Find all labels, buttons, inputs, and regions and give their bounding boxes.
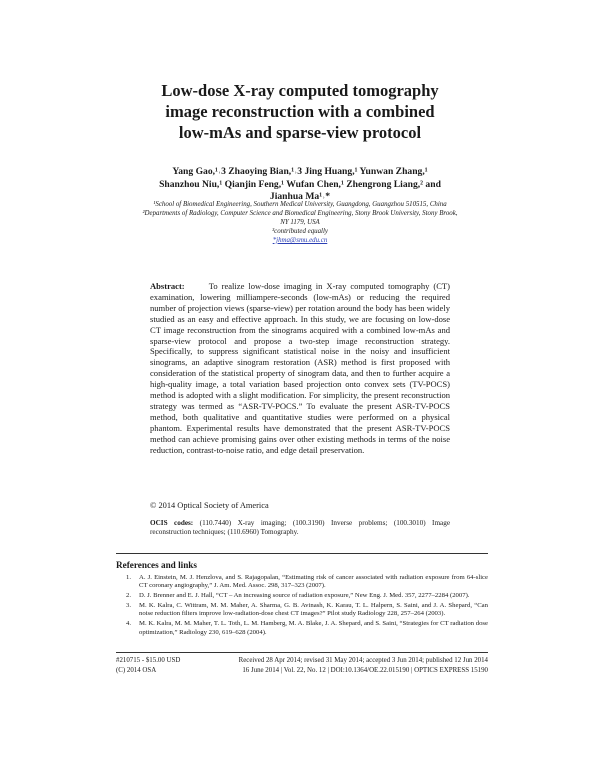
affiliation: ³contributed equally — [272, 227, 328, 235]
affiliation: ¹School of Biomedical Engineering, Southern Medical University, Guangdong, Guangzhou 510515, China — [153, 201, 447, 208]
reference-item — [116, 620, 488, 637]
reference-text: D. J. Brenner and E. J. Hall, “CT – An increasing source of radiation exposure,” New Eng. J. Med. 357, 2277–2284 (2007). — [139, 592, 470, 600]
reference-number: 4. — [126, 620, 132, 628]
affiliation: ²Departments of Radiology, Computer Science and Biomedical Engineering, Stony Brook University, Stony Brook, NY 1179, USA — [142, 210, 458, 226]
reference-text: M. K. Kalra, C. Wittram, M. M. Maher, A. Sharma, G. B. Avinash, K. Karau, T. L. Halpern, S. Saini, and J. A. Shepard, “Can noise reduction filters improve low-radiation-dose chest CT images?” Pilot study Radiology 228, 257–264 (2003). — [139, 602, 488, 618]
author-line: Jianhua Ma¹˒* — [269, 191, 331, 202]
ocis-label: OCIS codes: — [150, 519, 194, 527]
reference-number: 3. — [126, 602, 132, 609]
author-list — [130, 166, 470, 204]
reference-item — [116, 574, 488, 591]
email-link[interactable]: *jhma@smu.edu.cn — [272, 236, 328, 244]
title-line: Low-dose X-ray computed tomography — [161, 81, 439, 100]
abstract-text: To realize low-dose imaging in X-ray computed tomography (CT) examination, lowering milliampere-seconds (low-mAs) or reducing the required number of projection views (sparse-view) per rotation around the body has been widely studied as an easy and effective approach. In this study, we are focusing on low-dose CT image reconstruction from the sinograms acquired with a combined low-mAs and sparse-view protocol and propose a two-step image reconstruction strategy. Specifically, to suppress significant statistical noise in the noisy and insufficient sinograms, an adaptive sinogram restoration (ASR) method is first proposed with consideration of the statistical property of sinogram data, and then to further acquire a high-quality image, a total variation based projection onto convex sets (TV-POCS) method is adopted with a slight modification. For simplicity, the present reconstruction strategy was termed as “ASR-TV-POCS.” To evaluate the present ASR-TV-POCS method, both qualitative and quantitative studies were performed on a physical phantom. Experimental results have demonstrated that the present ASR-TV-POCS method can achieve promising gains over other existing methods in terms of the noise reduction, contrast-to-noise ratio, and edge detail preservation. — [150, 281, 450, 455]
footer-copyright: (C) 2014 OSA — [116, 667, 157, 674]
footer-price: #210715 - $15.00 USD — [116, 657, 181, 664]
references-heading: References and links — [116, 560, 197, 570]
title-line: low-mAs and sparse-view protocol — [178, 123, 422, 142]
footer-citation: 16 June 2014 | Vol. 22, No. 12 | DOI:10.1364/OE.22.015190 | OPTICS EXPRESS 15190 — [242, 667, 488, 674]
reference-text: M. K. Kalra, M. M. Maher, T. L. Toth, L. M. Hamberg, M. A. Blake, J. A. Shepard, and S. Saini, “Strategies for CT radiation dose optimization,” Radiology 230, 619–628 (2004). — [139, 620, 488, 636]
copyright: © 2014 Optical Society of America — [150, 501, 269, 510]
footer-dates: Received 28 Apr 2014; revised 31 May 2014; accepted 3 Jun 2014; published 12 Jun 2014 — [238, 657, 488, 664]
reference-item — [116, 592, 488, 600]
abstract — [150, 281, 450, 456]
reference-number: 1. — [126, 574, 132, 581]
reference-item — [116, 602, 488, 619]
ocis-codes — [150, 519, 450, 538]
ocis-text: (110.7440) X-ray imaging; (100.3190) Inverse problems; (100.3010) Image reconstruction techniques; (110.6960) Tomography. — [150, 519, 451, 537]
author-line: Shanzhou Niu,¹ Qianjin Feng,¹ Wufan Chen,¹ Zhengrong Liang,² and — [159, 178, 441, 190]
footer-divider — [116, 652, 488, 653]
references-divider — [116, 553, 488, 554]
author-line: Yang Gao,¹˒3 Zhaoying Bian,¹˒3 Jing Huang,¹ Yunwan Zhang,¹ — [172, 166, 428, 177]
title-line: image reconstruction with a combined — [165, 102, 435, 121]
reference-list — [116, 574, 488, 638]
paper-title — [100, 80, 500, 143]
reference-number: 2. — [126, 592, 132, 600]
abstract-label: Abstract: — [150, 281, 185, 291]
affiliations — [140, 201, 460, 246]
reference-text: A. J. Einstein, M. J. Henzlova, and S. Rajagopalan, “Estimating risk of cancer associated with radiation exposure from 64-slice CT coronary angiography,” J. Am. Med. Assoc. 298, 317–323 (2007). — [139, 574, 488, 590]
